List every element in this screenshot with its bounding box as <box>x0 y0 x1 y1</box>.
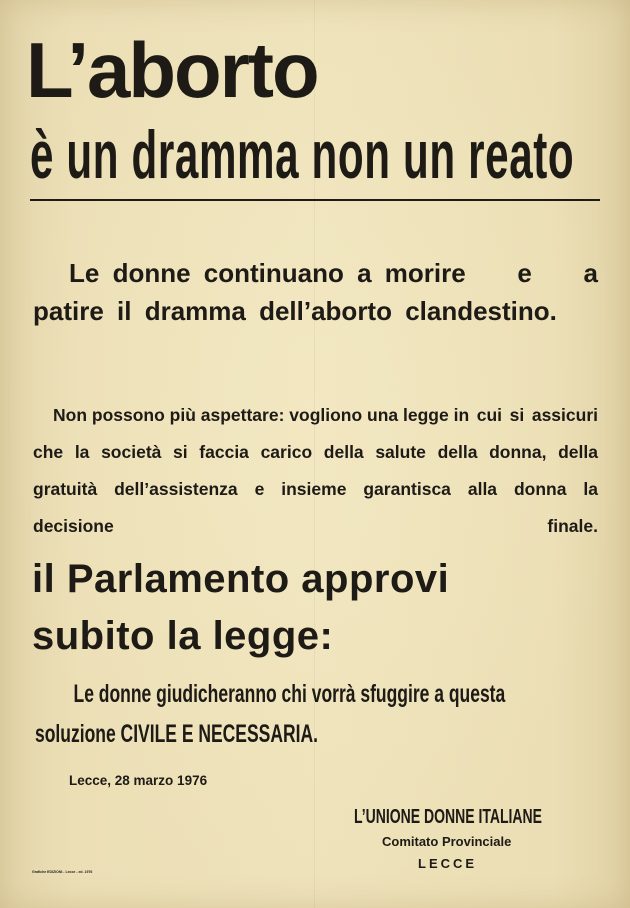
intro-paragraph <box>33 254 598 330</box>
appeal-line-2: subito la legge: <box>32 614 334 658</box>
signature-organization: L’UNIONE DONNE ITALIANE <box>354 806 542 828</box>
signature-committee: Comitato Provinciale <box>382 834 512 849</box>
warning-paragraph <box>35 674 506 754</box>
warning-line-2: soluzione CIVILE E NECESSARIA. <box>35 720 318 748</box>
warning-line-1: Le donne giudicheranno chi vorrà sfuggire a questa <box>73 680 506 708</box>
title-divider <box>30 199 600 201</box>
printer-credit: Grafiche EDIZIONI - Lecce - ed. 1976 <box>32 870 93 874</box>
intro-rest: e a patire il dramma dell’aborto clandestino. <box>33 258 598 326</box>
poster-title-line-1: L’aborto <box>26 26 318 114</box>
intro-line-1: Le donne continuano a morire <box>69 258 466 288</box>
body-line-1: Non possono più aspettare: vogliono una legge in <box>53 405 470 425</box>
body-paragraph <box>33 397 598 545</box>
poster-title-line-2: è un dramma non un reato <box>30 117 575 193</box>
body-rest: cui si assicuri che la società si faccia carico della salute della donna, della gratuità dell’assistenza e insieme garantisca alla donna la decisione finale. <box>33 405 598 536</box>
signature-city: LECCE <box>418 856 478 871</box>
dateline: Lecce, 28 marzo 1976 <box>69 773 208 788</box>
appeal-line-1: il Parlamento approvi <box>32 557 450 601</box>
